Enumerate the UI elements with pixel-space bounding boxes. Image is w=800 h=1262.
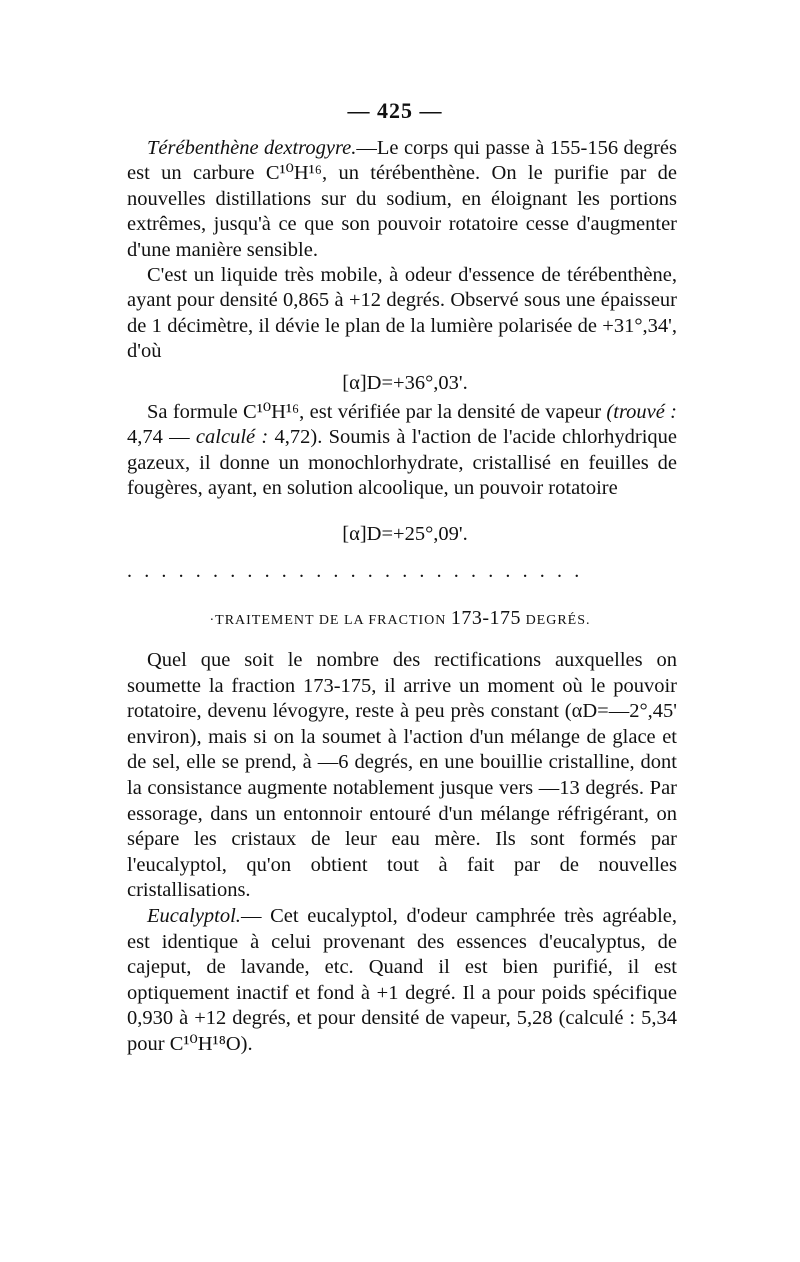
text-start: Sa formule C¹⁰H¹⁶, est vérifiée par la densité de vapeur bbox=[147, 401, 602, 423]
paragraph-text: — Cet eucalyptol, d'odeur camphrée très agréable, est identique à celui provenant des essences d'eucalyptus, de cajeput, de lavande, etc. Quand il est bien purifié, il est optiquement inactif et fond à +1 degré. Il a pour poids spécifique 0,930 à +12 degrés, et pour densité de vapeur, 5,28 (calculé : 5,34 pour C¹⁰H¹⁸O). bbox=[127, 904, 677, 1055]
formula-rotation-2: [α]D=+25°,09'. bbox=[342, 523, 468, 545]
label-trouve: (trouvé : bbox=[606, 401, 678, 423]
page-number: — 425 — bbox=[347, 98, 443, 123]
section-body bbox=[127, 648, 677, 1058]
section-heading bbox=[0, 607, 800, 630]
paragraph-eucalyptol bbox=[127, 904, 677, 1058]
paragraph-title: Eucalyptol. bbox=[147, 904, 241, 927]
dotted-separator: ........................... bbox=[127, 560, 592, 582]
paragraph-terebenthene bbox=[127, 136, 677, 365]
paragraph-title: Térébenthène dextrogyre. bbox=[147, 137, 357, 159]
paragraph-formule bbox=[127, 400, 677, 502]
paragraph-liquide: C'est un liquide très mobile, à odeur d'essence de térébenthène, ayant pour densité 0,865 à +12 degrés. Observé sous une épaisseur de 1 décimètre, il dévie le plan de la lumière polarisée de +31°,34', d'où bbox=[127, 264, 677, 363]
section-prefix: ·TRAITEMENT DE LA FRACTION bbox=[209, 613, 447, 628]
formula-rotation-1: [α]D=+36°,03'. bbox=[342, 372, 468, 394]
value-trouve: 4,74 — bbox=[127, 426, 196, 449]
section-suffix: DEGRÉS. bbox=[525, 613, 591, 628]
paragraph-text: —Le corps qui passe à 155-156 degrés est un carbure C¹⁰H¹⁶, un térébenthène. On le purifie par de nouvelles distillations sur du sodium, en éloignant les portions extrêmes, jusqu'à ce que son pouvoir rotatoire cesse d'augmenter d'une manière sensible. bbox=[127, 137, 677, 261]
value-calcule: 4,72). bbox=[268, 426, 323, 449]
text-rest: Soumis à l'action de l'acide chlorhydrique gazeux, il donne un monochlorhydrate, cristallisé en feuilles de fougères, ayant, en solution alcoolique, un pouvoir rotatoire bbox=[127, 426, 678, 500]
label-calcule: calculé : bbox=[195, 426, 269, 449]
section-range: 173-175 bbox=[450, 607, 522, 629]
paragraph-rectifications: Quel que soit le nombre des rectifications auxquelles on soumette la fraction 173-175, il arrive un moment où le pouvoir rotatoire, devenu lévogyre, reste à peu près constant (αD=—2°,45' environ), mais si on la soumet à l'action d'un mélange de glace et de sel, elle se prend, à —6 degrés, en une bouillie cristalline, dont la consistance augmente notablement jusque vers —13 degrés. Par essorage, dans un entonnoir entouré d'un mélange réfrigérant, on sépare les cristaux de leur eau mère. Ils sont formés par l'eucalyptol, qu'on obtient tout à fait par de nouvelles cristallisations. bbox=[127, 649, 677, 902]
